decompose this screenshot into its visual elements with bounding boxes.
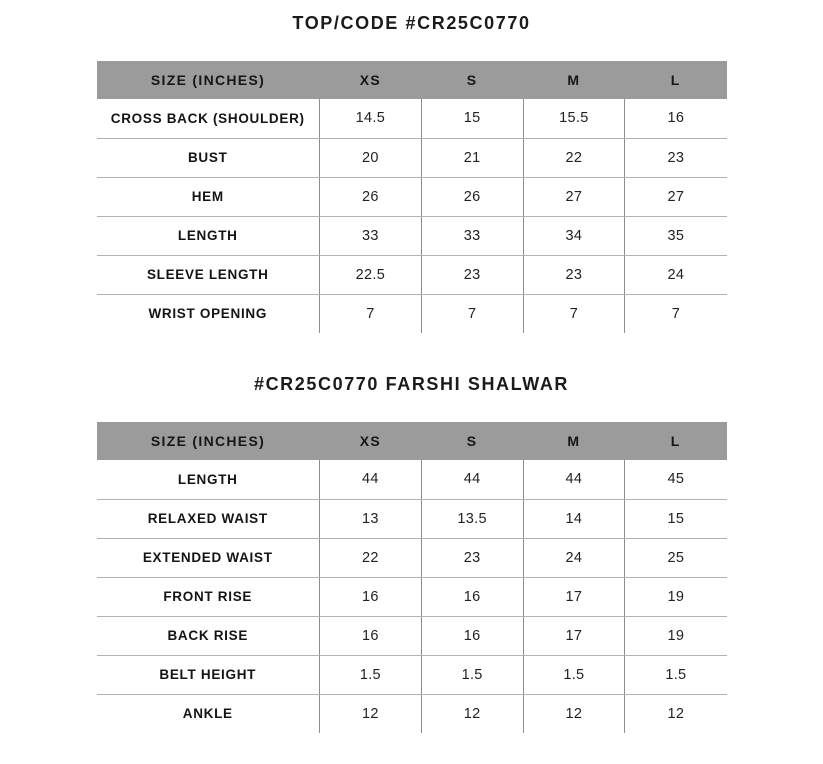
cell-value: 34 [523, 216, 625, 255]
cell-value: 14 [523, 499, 625, 538]
cell-value: 21 [421, 138, 523, 177]
cell-value: 26 [421, 177, 523, 216]
cell-value: 25 [625, 538, 727, 577]
table-row [97, 460, 727, 499]
cell-value: 22 [320, 538, 422, 577]
cell-value: 1.5 [625, 655, 727, 694]
shalwar-table-header [97, 422, 727, 460]
cell-value: 7 [421, 294, 523, 333]
cell-value: 7 [625, 294, 727, 333]
row-label: SLEEVE LENGTH [97, 255, 320, 294]
row-label: BELT HEIGHT [97, 655, 320, 694]
header-row [97, 61, 727, 99]
header-cell: S [421, 422, 523, 460]
shalwar-size-table [97, 422, 727, 733]
table-row [97, 177, 727, 216]
cell-value: 1.5 [320, 655, 422, 694]
table-row [97, 577, 727, 616]
shalwar-table-body [97, 460, 727, 733]
top-size-section [0, 13, 823, 333]
cell-value: 20 [320, 138, 422, 177]
cell-value: 22.5 [320, 255, 422, 294]
cell-value: 44 [320, 460, 422, 499]
header-cell: S [421, 61, 523, 99]
table-row [97, 694, 727, 733]
row-label: LENGTH [97, 460, 320, 499]
cell-value: 44 [523, 460, 625, 499]
cell-value: 22 [523, 138, 625, 177]
cell-value: 14.5 [320, 99, 422, 138]
header-cell: L [625, 422, 727, 460]
row-label: LENGTH [97, 216, 320, 255]
cell-value: 1.5 [421, 655, 523, 694]
row-label: WRIST OPENING [97, 294, 320, 333]
cell-value: 12 [625, 694, 727, 733]
table-row [97, 216, 727, 255]
cell-value: 26 [320, 177, 422, 216]
cell-value: 23 [523, 255, 625, 294]
cell-value: 16 [320, 616, 422, 655]
cell-value: 15 [625, 499, 727, 538]
cell-value: 33 [421, 216, 523, 255]
row-label: HEM [97, 177, 320, 216]
top-table-title: TOP/CODE #CR25C0770 [292, 13, 531, 33]
cell-value: 13 [320, 499, 422, 538]
cell-value: 19 [625, 577, 727, 616]
cell-value: 17 [523, 577, 625, 616]
cell-value: 45 [625, 460, 727, 499]
top-table-body [97, 99, 727, 333]
header-cell: XS [320, 61, 422, 99]
cell-value: 23 [421, 255, 523, 294]
cell-value: 12 [320, 694, 422, 733]
cell-value: 1.5 [523, 655, 625, 694]
top-size-table [97, 61, 727, 333]
table-row [97, 138, 727, 177]
cell-value: 16 [421, 616, 523, 655]
header-cell: M [523, 61, 625, 99]
row-label: RELAXED WAIST [97, 499, 320, 538]
cell-value: 23 [421, 538, 523, 577]
cell-value: 13.5 [421, 499, 523, 538]
cell-value: 19 [625, 616, 727, 655]
table-row [97, 538, 727, 577]
cell-value: 27 [625, 177, 727, 216]
table-row [97, 499, 727, 538]
cell-value: 44 [421, 460, 523, 499]
cell-value: 24 [523, 538, 625, 577]
header-cell: L [625, 61, 727, 99]
table-row [97, 616, 727, 655]
cell-value: 16 [320, 577, 422, 616]
header-row [97, 422, 727, 460]
cell-value: 15.5 [523, 99, 625, 138]
cell-value: 16 [421, 577, 523, 616]
cell-value: 33 [320, 216, 422, 255]
cell-value: 27 [523, 177, 625, 216]
table-row [97, 255, 727, 294]
table-row [97, 99, 727, 138]
table-row [97, 294, 727, 333]
row-label: CROSS BACK (SHOULDER) [97, 99, 320, 138]
cell-value: 23 [625, 138, 727, 177]
shalwar-table-title: #CR25C0770 FARSHI SHALWAR [253, 374, 570, 394]
cell-value: 24 [625, 255, 727, 294]
cell-value: 15 [421, 99, 523, 138]
cell-value: 35 [625, 216, 727, 255]
header-cell: XS [320, 422, 422, 460]
row-label: BACK RISE [97, 616, 320, 655]
cell-value: 12 [523, 694, 625, 733]
header-cell: SIZE (INCHES) [97, 61, 320, 99]
table-row [97, 655, 727, 694]
header-cell: M [523, 422, 625, 460]
row-label: FRONT RISE [97, 577, 320, 616]
cell-value: 12 [421, 694, 523, 733]
shalwar-size-section [0, 374, 823, 733]
row-label: ANKLE [97, 694, 320, 733]
cell-value: 17 [523, 616, 625, 655]
row-label: BUST [97, 138, 320, 177]
cell-value: 7 [320, 294, 422, 333]
header-cell: SIZE (INCHES) [97, 422, 320, 460]
cell-value: 16 [625, 99, 727, 138]
top-table-header [97, 61, 727, 99]
row-label: EXTENDED WAIST [97, 538, 320, 577]
cell-value: 7 [523, 294, 625, 333]
